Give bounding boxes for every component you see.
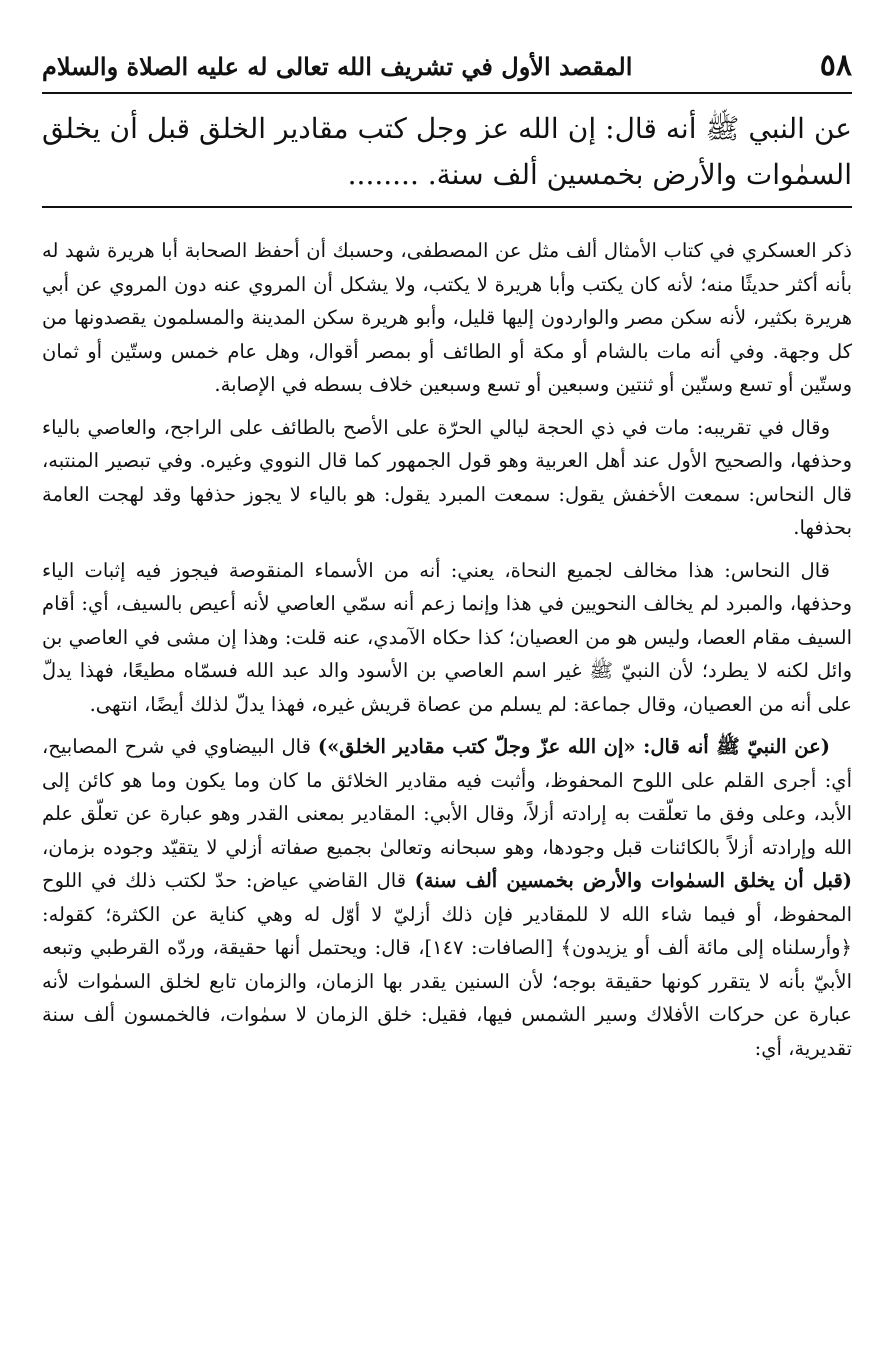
hadith-text — [42, 94, 852, 206]
commentary-paragraph-3: قال النحاس: هذا مخالف لجميع النحاة، يعني: أنه من الأسماء المنقوصة فيجوز فيه إثبات الياء وحذفها، والمبرد لم يخالف النحويين في هذا وإنما زعم أنه سمّي العاصي لأنه أعيص بالسيف، أي: أقام السيف مقام العصا، وليس هو من العصيان؛ كذا حكاه الآمدي، عنه قلت: وهذا إن مشى في العاصي بن وائل لكنه لا يطرد؛ لأن النبيّ ﷺ غير اسم العاصي بن الأسود والد عبد الله فسمّاه مطيعًا، فهذا يدلّ على أنه من العصيان، وقال جماعة: لم يسلم من عصاة قريش غيره، فهذا يدلّ لذلك أيضًا، انتهى. — [42, 558, 852, 716]
commentary-text: قال البيضاوي في شرح المصابيح، أي: أجرى القلم على اللوح المحفوظ، وأثبت فيه مقادير الخلائق ما كان وما يكون وما هو كائن إلى الأبد، وعلى وفق ما تعلّقت به إرادته أزلاً، وقال الأبي: المقادير بمعنى القدر وهو عبارة عن تعلّق علم الله وإرادته أزلاً بالكائنات قبل وجودها، وهو سبحانه وتعالىٰ بجميع صفاته أزلي لا يتقيّد وجوده بزمان، — [42, 735, 852, 859]
matn-rule — [42, 206, 852, 208]
page-header — [42, 40, 852, 92]
quoted-hadith-bold-2: (قبل أن يخلق السمٰوات والأرض بخمسين ألف سنة) — [414, 869, 852, 892]
book-page — [42, 40, 852, 1074]
commentary-paragraph-2: وقال في تقريبه: مات في ذي الحجة ليالي الحرّة على الأصح بالطائف على الراجح، والعاصي بالياء وحذفها، والصحيح الأول عند أهل العربية وهو قول الجمهور كما قال النووي وغيره. وفي تبصير المنتبه، قال النحاس: سمعت الأخفش يقول: سمعت المبرد يقول: هو بالياء لا يجوز حذفها وقد لهجت العامة بحذفها. — [42, 415, 852, 539]
running-title: المقصد الأول في تشريف الله تعالى له عليه الصلاة والسلام — [42, 52, 633, 81]
commentary-paragraph-1: ذكر العسكري في كتاب الأمثال ألف مثل عن المصطفى، وحسبك أن أحفظ الصحابة أبا هريرة شهد له بأنه أكثر حديثًا منه؛ لأنه كان يكتب وأبا هريرة لا يكتب، ولا يشكل أن المروي عنه دون المروي عن أبي هريرة بكثير، لأنه سكن مصر والواردون إليها قليل، وأبو هريرة سكن المدينة والمسلمون يقصدونها من كل وجهة. وفي أنه مات بالشام أو مكة أو الطائف أو بمصر أقوال، وهل عام خمس وستّين أو ثمان وستّين أو تسع وستّين أو ثنتين وسبعين أو تسع وسبعين خلاف بسطه في الإصابة. — [42, 239, 852, 396]
commentary-paragraph-4 — [42, 730, 852, 1065]
commentary-text-2: قال القاضي عياض: حدّ لكتب ذلك في اللوح المحفوظ، أو فيما شاء الله لا للمقادير فإن ذلك أزليّ لا أوّل له وهي كناية عن الكثرة؛ كقوله: ﴿وأرسلناه إلى مائة ألف أو يزيدون﴾ [الصافات: ١٤٧]، قال: ويحتمل أنها حقيقة، وردّه القرطبي وتبعه الأبيّ بأنه لا يتقرر كونها حقيقة بوجه؛ لأن السنين يقدر بها الزمان، والزمان تابع لخلق السمٰوات لأنه عبارة عن حركات الأفلاك وسير الشمس فيها، فقيل: خلق الزمان لا سمٰوات، فالخمسون ألف سنة تقديرية، أي: — [42, 869, 852, 1060]
quoted-hadith-bold: (عن النبيّ ﷺ أنه قال: «إن الله عزّ وجلّ كتب مقادير الخلق») — [317, 735, 830, 758]
page-number: ٥٨ — [819, 48, 852, 83]
hadith-dots: ........ — [347, 158, 419, 191]
commentary — [42, 234, 852, 1065]
hadith-body: عن النبي ﷺ أنه قال: إن الله عز وجل كتب مقادير الخلق قبل أن يخلق السمٰوات والأرض بخمسين ألف سنة. — [42, 112, 852, 191]
